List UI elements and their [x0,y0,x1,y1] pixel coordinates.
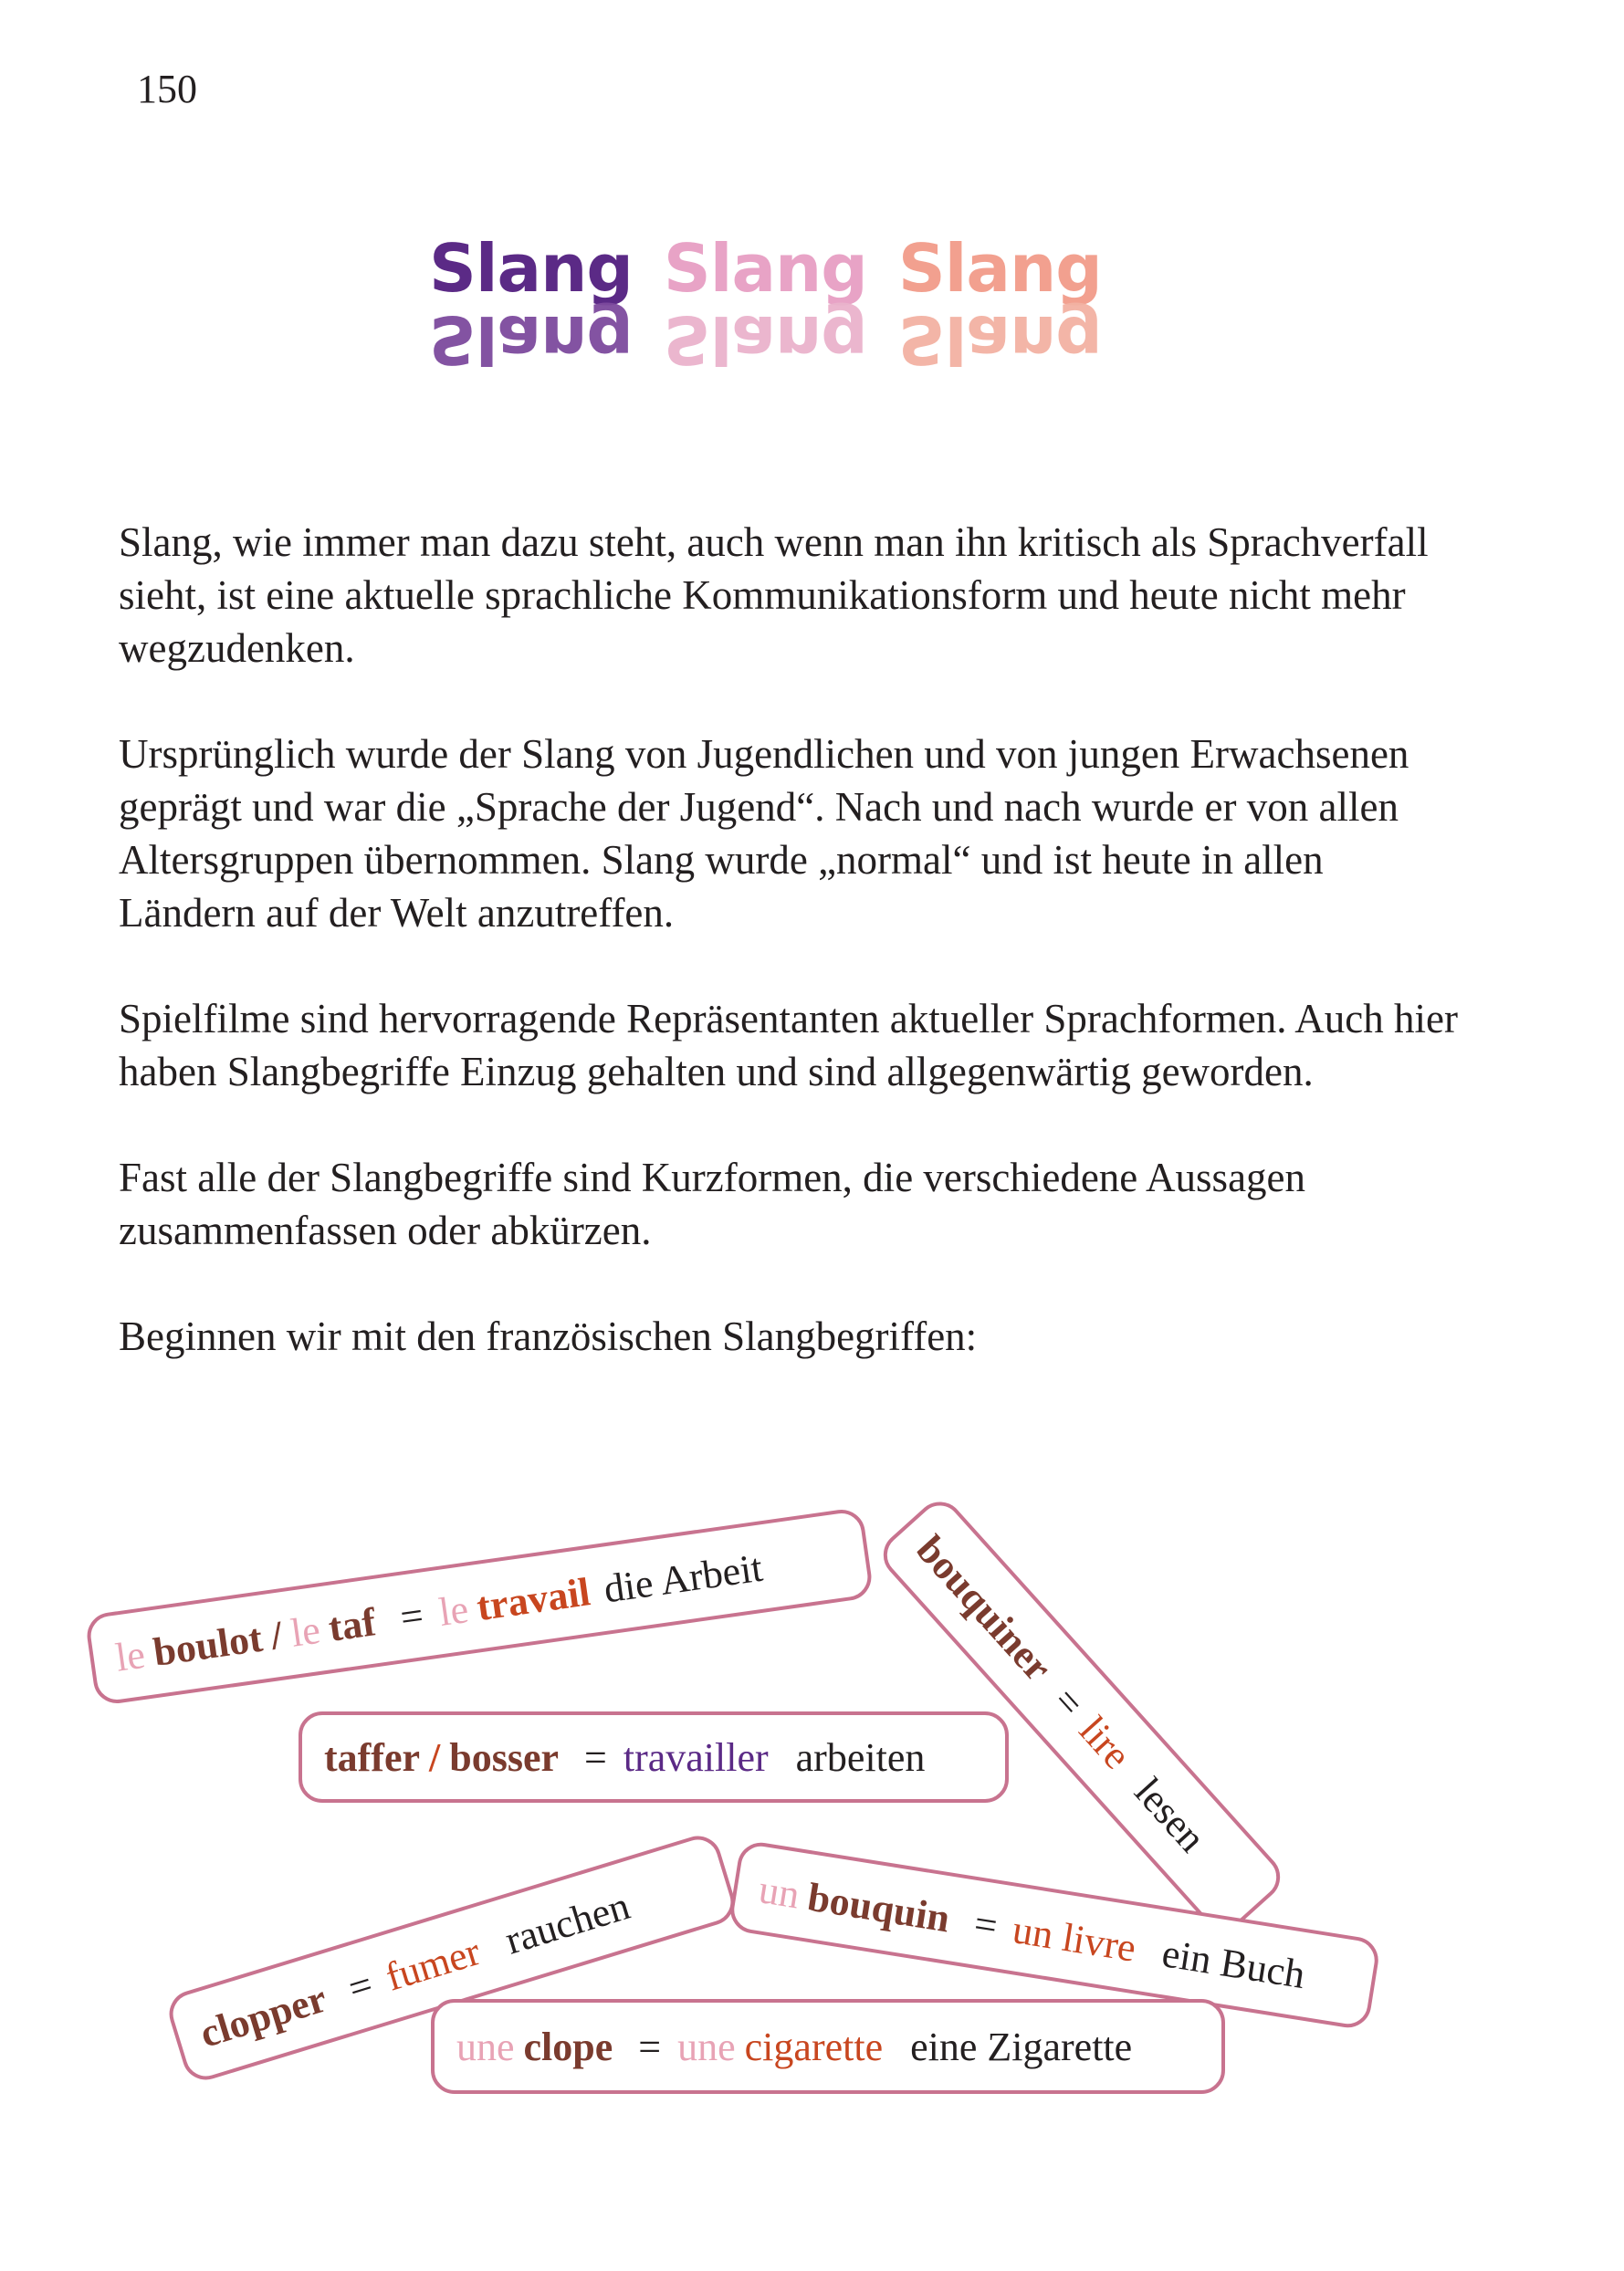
paragraph: Ursprünglich wurde der Slang von Jugendlichen und von jungen Erwachsenen geprägt und war die „Sprache der Jugend“. Nach und nach wurde er von allen Altersgruppen übernommen. Slang wurde „normal“ und ist heute in allen Ländern auf der Welt anzutreffen. [119,731,1409,936]
equals: = [584,1734,607,1780]
german-translation: rauchen [499,1882,635,1963]
slash: / [429,1734,441,1780]
slang-word: bosser [449,1734,560,1780]
german-translation: die Arbeit [601,1544,766,1612]
standard-word: cigarette [744,2024,884,2069]
slang-word: taf [325,1598,379,1650]
paragraph: Fast alle der Slangbegriffe sind Kurzformen, die verschiedene Aussagen zusammenfassen oder abkürzen. [119,1155,1306,1253]
slang-word: taffer [324,1734,421,1780]
vocab-card-clope [431,1999,1225,2094]
article: le [435,1586,472,1635]
title-word: Slang [663,230,867,307]
german-translation: eine Zigarette [910,2024,1133,2069]
page-number: 150 [137,67,197,111]
slang-word: bouquin [804,1874,953,1941]
slang-word: clopper [194,1975,332,2056]
german-translation: lesen [1126,1769,1215,1860]
article: un [756,1866,803,1917]
article: le [112,1631,148,1680]
title-word-reflection: Slang [429,301,633,378]
title-word: Slang [429,230,633,307]
title-word-reflection: Slang [897,301,1102,378]
title-word-reflection: Slang [663,301,867,378]
standard-word: lire [1071,1707,1140,1778]
paragraph: Spielfilme sind hervorragende Repräsentanten aktueller Sprachformen. Auch hier haben Slangbegriffe Einzug gehalten und sind allgegenwärtig geworden. [119,996,1458,1094]
title-row-reflection [429,301,1102,378]
equals: = [638,2024,662,2069]
equals: = [1044,1678,1094,1726]
slang-word: boulot [150,1615,266,1675]
title-word: Slang [897,230,1102,307]
article: une [456,2024,515,2069]
standard-word: travail [474,1568,593,1629]
article: le [288,1606,323,1656]
equals: = [342,1961,378,2011]
standard-word: un livre [1010,1906,1139,1971]
equals: = [397,1592,426,1640]
vocab-card-boulot [84,1507,875,1707]
article: une [677,2024,736,2069]
title-graphic [429,230,1102,391]
slash: / [267,1612,286,1659]
paragraph: Beginnen wir mit den französischen Slangbegriffen: [119,1313,978,1359]
german-translation: arbeiten [795,1734,926,1780]
vocab-card-taffer [299,1711,1009,1803]
title-row [429,230,1102,307]
standard-word: fumer [380,1928,486,2000]
slang-word: clope [523,2024,613,2069]
slang-word: bouquiner [907,1526,1062,1690]
paragraph: Slang, wie immer man dazu steht, auch wenn man ihn kritisch als Sprachverfall sieht, ist eine aktuelle sprachliche Kommunikationsform und heute nicht mehr wegzudenken. [119,519,1429,671]
body-text [119,516,1470,1416]
german-translation: ein Buch [1158,1930,1309,1997]
equals: = [970,1899,1001,1949]
standard-word: travailler [623,1734,769,1780]
